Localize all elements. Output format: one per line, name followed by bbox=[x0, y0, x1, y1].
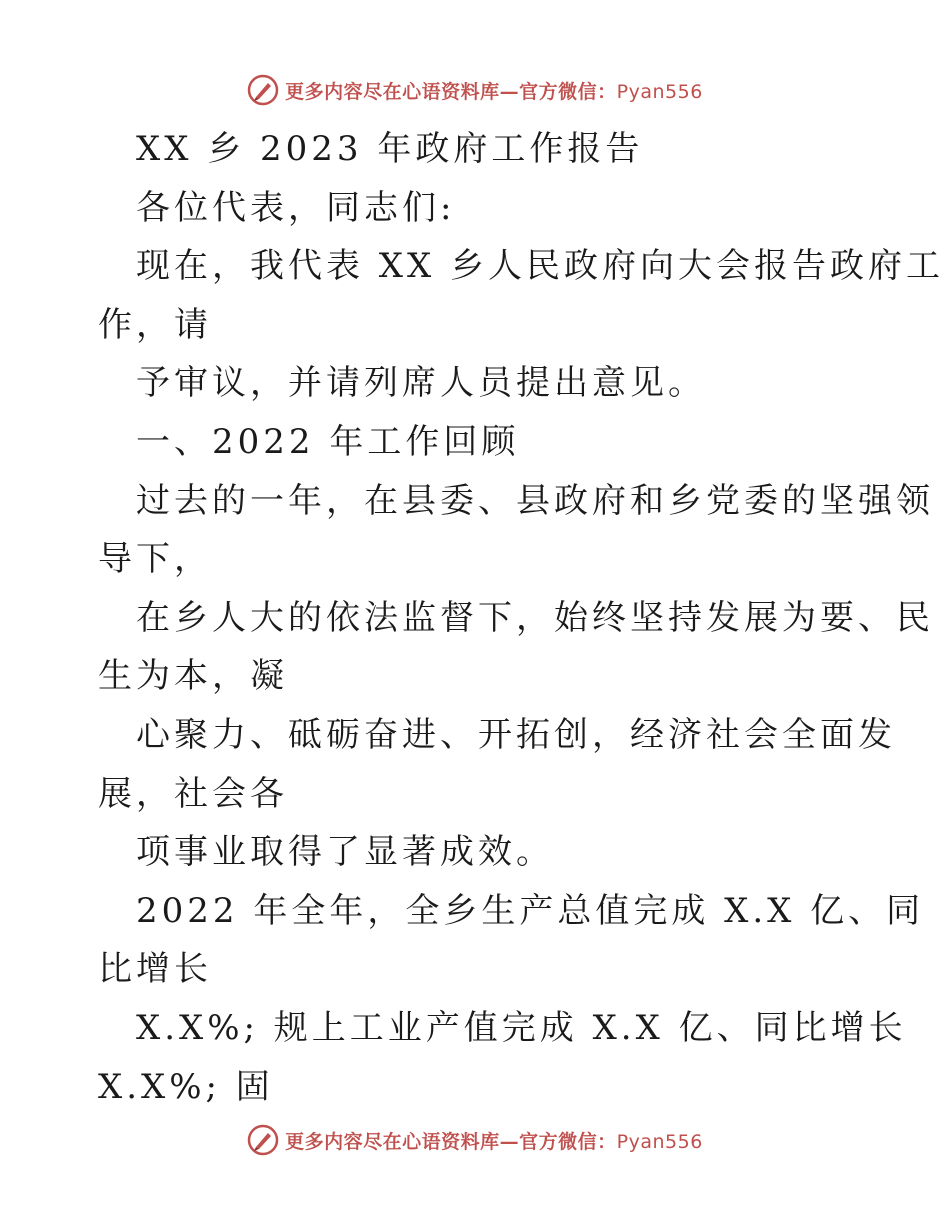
paragraph-line: 予审议，并请列席人员提出意见。 bbox=[136, 363, 706, 404]
paragraph-line: 作，请 bbox=[98, 304, 212, 345]
header-watermark bbox=[0, 70, 950, 110]
paragraph-line: 生为本，凝 bbox=[98, 656, 288, 697]
section-heading: 一、2022 年工作回顾 bbox=[136, 421, 520, 462]
salutation: 各位代表，同志们: bbox=[136, 187, 456, 228]
watermark-label: 更多内容尽在心语资料库—官方微信： bbox=[285, 1130, 617, 1153]
paragraph-line: X.X%; 固 bbox=[98, 1066, 274, 1107]
paragraph-line: 比增长 bbox=[98, 949, 212, 990]
document-title: XX 乡 2023 年政府工作报告 bbox=[136, 129, 644, 169]
watermark-wechat-id: Pyan556 bbox=[616, 80, 703, 103]
paragraph-line: 展，社会各 bbox=[98, 773, 288, 814]
footer-watermark bbox=[0, 1120, 950, 1160]
watermark-text bbox=[285, 77, 703, 104]
document-body bbox=[98, 120, 945, 1116]
watermark-label: 更多内容尽在心语资料库—官方微信： bbox=[285, 80, 617, 103]
quill-pen-icon bbox=[247, 1124, 279, 1156]
paragraph-line: 心聚力、砥砺奋进、开拓创，经济社会全面发 bbox=[136, 714, 896, 755]
paragraph-line: 在乡人大的依法监督下，始终坚持发展为要、民 bbox=[136, 597, 934, 638]
paragraph-line: 过去的一年，在县委、县政府和乡党委的坚强领 bbox=[136, 480, 934, 521]
watermark-text bbox=[285, 1127, 703, 1154]
paragraph-line: X.X%; 规上工业产值完成 X.X 亿、同比增长 bbox=[136, 1007, 907, 1048]
paragraph-line: 2022 年全年，全乡生产总值完成 X.X 亿、同 bbox=[136, 890, 925, 931]
quill-pen-icon bbox=[247, 74, 279, 106]
paragraph-line: 导下， bbox=[98, 539, 212, 580]
paragraph-line: 现在，我代表 XX 乡人民政府向大会报告政府工 bbox=[136, 246, 945, 287]
paragraph-line: 项事业取得了显著成效。 bbox=[136, 832, 554, 873]
watermark-wechat-id: Pyan556 bbox=[616, 1130, 703, 1153]
